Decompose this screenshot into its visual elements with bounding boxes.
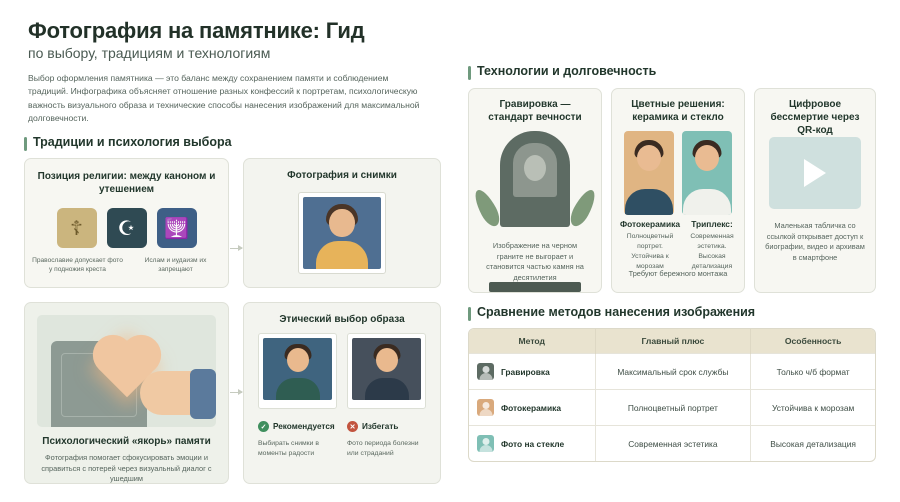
verdict-recommended	[258, 421, 337, 432]
happy-head-shape	[287, 348, 309, 372]
ethics-verdict-notes	[258, 439, 426, 459]
table-row	[469, 354, 875, 390]
menorah-icon: 🕎	[157, 208, 197, 248]
ceramic-body-shape	[625, 189, 673, 215]
religion-icon-row	[25, 208, 228, 248]
leaf-icon-right	[567, 187, 600, 230]
ethics-verdict-row	[258, 421, 426, 432]
table-header-feature: Особенность	[751, 329, 875, 354]
card-anchor-note: Фотография помогает сфокусировать эмоции и справиться с потерей через визуальный диалог с ушедшим	[41, 453, 212, 484]
page-title: Фотография на памятнике: Гид	[28, 18, 365, 43]
polaroid-recommended	[258, 333, 337, 409]
triplex-block	[688, 219, 736, 271]
card-color-solutions	[611, 88, 745, 293]
glass-photo-thumb-icon	[477, 435, 494, 452]
table-cell-method-label: Фото на стекле	[501, 438, 565, 449]
section-heading-technologies: Технологии и долговечность	[468, 64, 656, 78]
table-row	[469, 426, 875, 462]
card-engraving-title: Гравировка — стандарт вечности	[488, 99, 582, 123]
card-color-solutions-note: Требуют бережного монтажа	[628, 269, 728, 278]
polaroid-avoid	[347, 333, 426, 409]
portrait-head-shape	[329, 209, 355, 237]
color-solutions-subcards	[620, 219, 736, 271]
table-cell-feature: Высокая детализация	[751, 426, 875, 462]
ethics-photo-examples	[258, 333, 426, 409]
religion-caption-islam-judaism: Ислам и иудаизм их запрещают	[144, 257, 207, 274]
religion-captions	[25, 256, 228, 274]
table-cell-method-label: Фотокерамика	[501, 402, 561, 413]
card-color-solutions-title: Цветные решения: керамика и стекло	[631, 99, 725, 123]
verdict-avoid-label: Избегать	[362, 422, 399, 431]
verdict-avoid-note: Фото периода болезни или страданий	[347, 440, 419, 457]
memory-anchor-illustration	[37, 315, 216, 427]
card-engraving-note: Изображение на черном граните не выгорает и становится частью камня на десятилетия	[486, 241, 584, 283]
section-heading-comparison: Сравнение методов нанесения изображения	[468, 305, 755, 319]
sad-head-shape	[376, 348, 398, 372]
table-header-row	[469, 329, 875, 354]
table-cell-method	[469, 426, 595, 462]
table-cell-method-label: Гравировка	[501, 366, 550, 377]
table-cell-plus: Полноцветный портрет	[595, 390, 751, 426]
islam-crescent-icon: ☪	[107, 208, 147, 248]
engraved-face-shape	[524, 155, 546, 181]
check-icon: ✓	[258, 421, 269, 432]
card-photo-and-snapshots	[243, 158, 441, 288]
photoceramic-text: Полноцветный портрет. Устойчива к морозам	[626, 233, 674, 270]
play-icon[interactable]	[804, 159, 826, 187]
monument-shape	[500, 131, 570, 227]
sleeve-shape	[190, 369, 216, 419]
video-preview-box[interactable]	[769, 137, 861, 209]
triplex-head-shape	[695, 145, 719, 171]
triplex-text: Современная эстетика. Высокая детализация	[690, 233, 734, 270]
sad-body-shape	[365, 378, 409, 400]
orthodox-cross-icon: ☦	[57, 208, 97, 248]
card-digital-qr	[754, 88, 876, 293]
cross-icon: ✕	[347, 421, 358, 432]
card-ethical-choice	[243, 302, 441, 484]
table-cell-feature: Только ч/б формат	[751, 354, 875, 390]
ceramic-head-shape	[637, 145, 661, 171]
connector-arrow-bottom	[230, 392, 242, 393]
table-cell-method	[469, 390, 595, 426]
card-religion-position	[24, 158, 229, 288]
verdict-recommended-note: Выбирать снимки в моменты радости	[258, 440, 319, 457]
portrait-illustration	[303, 197, 381, 269]
table-cell-feature: Устойчива к морозам	[751, 390, 875, 426]
page-subtitle: по выбору, традициям и технологиям	[28, 45, 271, 61]
section-heading-traditions: Традиции и психология выбора	[24, 135, 232, 149]
happy-photo-illustration	[263, 338, 332, 400]
card-anchor-title: Психологический «якорь» памяти	[42, 436, 211, 447]
triplex-sample	[682, 131, 732, 215]
portrait-frame	[298, 192, 386, 274]
engraving-thumb-icon	[477, 363, 494, 380]
card-digital-qr-note: Маленькая табличка со ссылкой открывает доступ к биографии, видео и архивам в смартфоне	[765, 221, 865, 263]
connector-arrow-top	[230, 248, 242, 249]
card-ethics-title: Этический выбор образа	[279, 314, 405, 325]
table-header-method: Метод	[469, 329, 595, 354]
triplex-body-shape	[683, 189, 731, 215]
portrait-body-shape	[316, 241, 368, 269]
engraved-portrait-shape	[513, 143, 557, 197]
photoceramic-thumb-icon	[477, 399, 494, 416]
happy-body-shape	[276, 378, 320, 400]
card-religion-title: Позиция религии: между каноном и утешением	[37, 171, 216, 195]
color-solutions-illustration	[624, 131, 732, 215]
religion-caption-orthodox: Православие допускает фото у подножия креста	[32, 257, 123, 274]
triplex-title: Триплекс:	[691, 219, 733, 229]
photoceramic-title: Фотокерамика	[620, 219, 680, 229]
verdict-avoid	[347, 421, 426, 432]
photoceramic-sample	[624, 131, 674, 215]
table-cell-plus: Современная эстетика	[595, 426, 751, 462]
photoceramic-block	[620, 219, 680, 271]
table-cell-method	[469, 354, 595, 390]
page-intro-text: Выбор оформления памятника — это баланс между сохранением памяти и соблюдением традиций. Инфографика объясняет отношение разных конфессий к портретам, психологическую важность визуального образа и технические способы нанесения изображений для максимальной долговечности.	[28, 73, 420, 123]
card-memory-anchor	[24, 302, 229, 484]
leaf-icon-left	[471, 187, 504, 230]
table-row	[469, 390, 875, 426]
card-digital-qr-title: Цифровое бессмертие через QR-код	[770, 99, 860, 136]
verdict-recommended-label: Рекомендуется	[273, 422, 335, 431]
card-engraving	[468, 88, 602, 293]
comparison-table	[468, 328, 876, 462]
table-cell-plus: Максимальный срок службы	[595, 354, 751, 390]
card-photo-title: Фотография и снимки	[287, 170, 397, 181]
sad-photo-illustration	[352, 338, 421, 400]
table-header-plus: Главный плюс	[595, 329, 751, 354]
